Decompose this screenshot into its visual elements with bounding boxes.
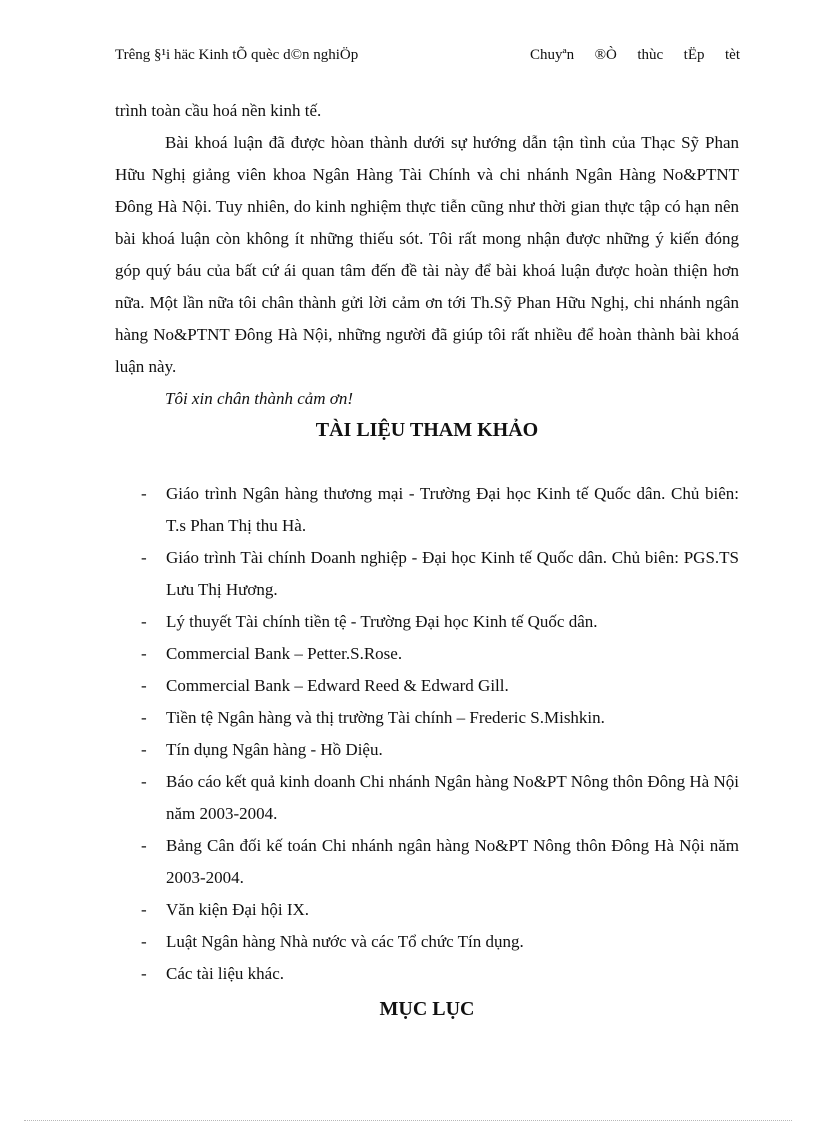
reference-item	[115, 670, 739, 702]
closing-thanks: Tôi xin chân thành cảm ơn!	[165, 389, 354, 408]
reference-item	[115, 926, 739, 958]
paragraph-continuation: trình toàn cầu hoá nền kinh tế.	[115, 101, 322, 120]
reference-item	[115, 894, 739, 926]
reference-item	[115, 702, 739, 734]
list-dash: -	[141, 676, 147, 695]
reference-item	[115, 830, 739, 894]
running-header-left: Trêng §¹i häc Kinh tÕ quèc d©n nghiÖp	[115, 47, 359, 63]
list-dash: -	[141, 612, 147, 631]
references-list	[115, 478, 739, 990]
list-dash: -	[141, 932, 147, 951]
reference-text: Giáo trình Ngân hàng thương mại - Trường Đại học Kinh tế Quốc dân. Chủ biên: T.s Phan Thị thu Hà.	[166, 484, 739, 535]
reference-text: Tiền tệ Ngân hàng và thị trường Tài chính – Frederic S.Mishkin.	[166, 708, 605, 727]
reference-item	[115, 958, 739, 990]
running-header-right: Chuyªn ®Ò thùc tËp tèt	[530, 47, 740, 63]
reference-item	[115, 766, 739, 830]
list-dash: -	[141, 772, 147, 791]
list-dash: -	[141, 964, 147, 983]
list-dash: -	[141, 644, 147, 663]
reference-text: Báo cáo kết quả kinh doanh Chi nhánh Ngân hàng No&PT Nông thôn Đông Hà Nội năm 2003-2004.	[166, 772, 739, 823]
table-of-contents-heading: MỤC LỤC	[379, 998, 475, 1020]
reference-text: Văn kiện Đại hội IX.	[166, 900, 310, 919]
list-dash: -	[141, 740, 147, 759]
reference-text: Luật Ngân hàng Nhà nước và các Tổ chức Tín dụng.	[166, 932, 524, 951]
reference-text: Tín dụng Ngân hàng - Hồ Diệu.	[166, 740, 383, 759]
body-text	[115, 95, 739, 415]
page-bottom-rule	[24, 1120, 792, 1121]
list-dash: -	[141, 484, 147, 503]
list-dash: -	[141, 708, 147, 727]
references-heading: TÀI LIỆU THAM KHẢO	[315, 419, 539, 441]
reference-item	[115, 606, 739, 638]
reference-item	[115, 734, 739, 766]
reference-text: Lý thuyết Tài chính tiền tệ - Trường Đại học Kinh tế Quốc dân.	[166, 612, 598, 631]
list-dash: -	[141, 548, 147, 567]
reference-text: Commercial Bank – Edward Reed & Edward Gill.	[166, 676, 509, 695]
paragraph-acknowledgement: Bài khoá luận đã được hòan thành dưới sự hướng dẫn tận tình của Thạc Sỹ Phan Hữu Nghị giảng viên khoa Ngân Hàng Tài Chính và chi nhánh Ngân Hàng No&PTNT Đông Hà Nội. Tuy nhiên, do kinh nghiệm thực tiễn cũng như thời gian thực tập có hạn nên bài khoá luận còn không ít những thiếu sót. Tôi rất mong nhận được những ý kiến đóng góp quý báu của bất cứ ái quan tâm đến đề tài này để bài khoá luận được hoàn thiện hơn nữa. Một lần nữa tôi chân thành gửi lời cảm ơn tới Th.Sỹ Phan Hữu Nghị, chi nhánh ngân hàng No&PTNT Đông Hà Nội, những người đã giúp tôi rất nhiều để hoàn thành bài khoá luận này.	[115, 133, 739, 376]
reference-text: Commercial Bank – Petter.S.Rose.	[166, 644, 403, 663]
list-dash: -	[141, 900, 147, 919]
reference-text: Giáo trình Tài chính Doanh nghiệp - Đại học Kinh tế Quốc dân. Chủ biên: PGS.TS Lưu Thị Hương.	[166, 548, 739, 599]
reference-item	[115, 638, 739, 670]
reference-item	[115, 478, 739, 542]
reference-text: Bảng Cân đối kế toán Chi nhánh ngân hàng No&PT Nông thôn Đông Hà Nội năm 2003-2004.	[166, 836, 739, 887]
list-dash: -	[141, 836, 147, 855]
reference-item	[115, 542, 739, 606]
reference-text: Các tài liệu khác.	[166, 964, 285, 983]
